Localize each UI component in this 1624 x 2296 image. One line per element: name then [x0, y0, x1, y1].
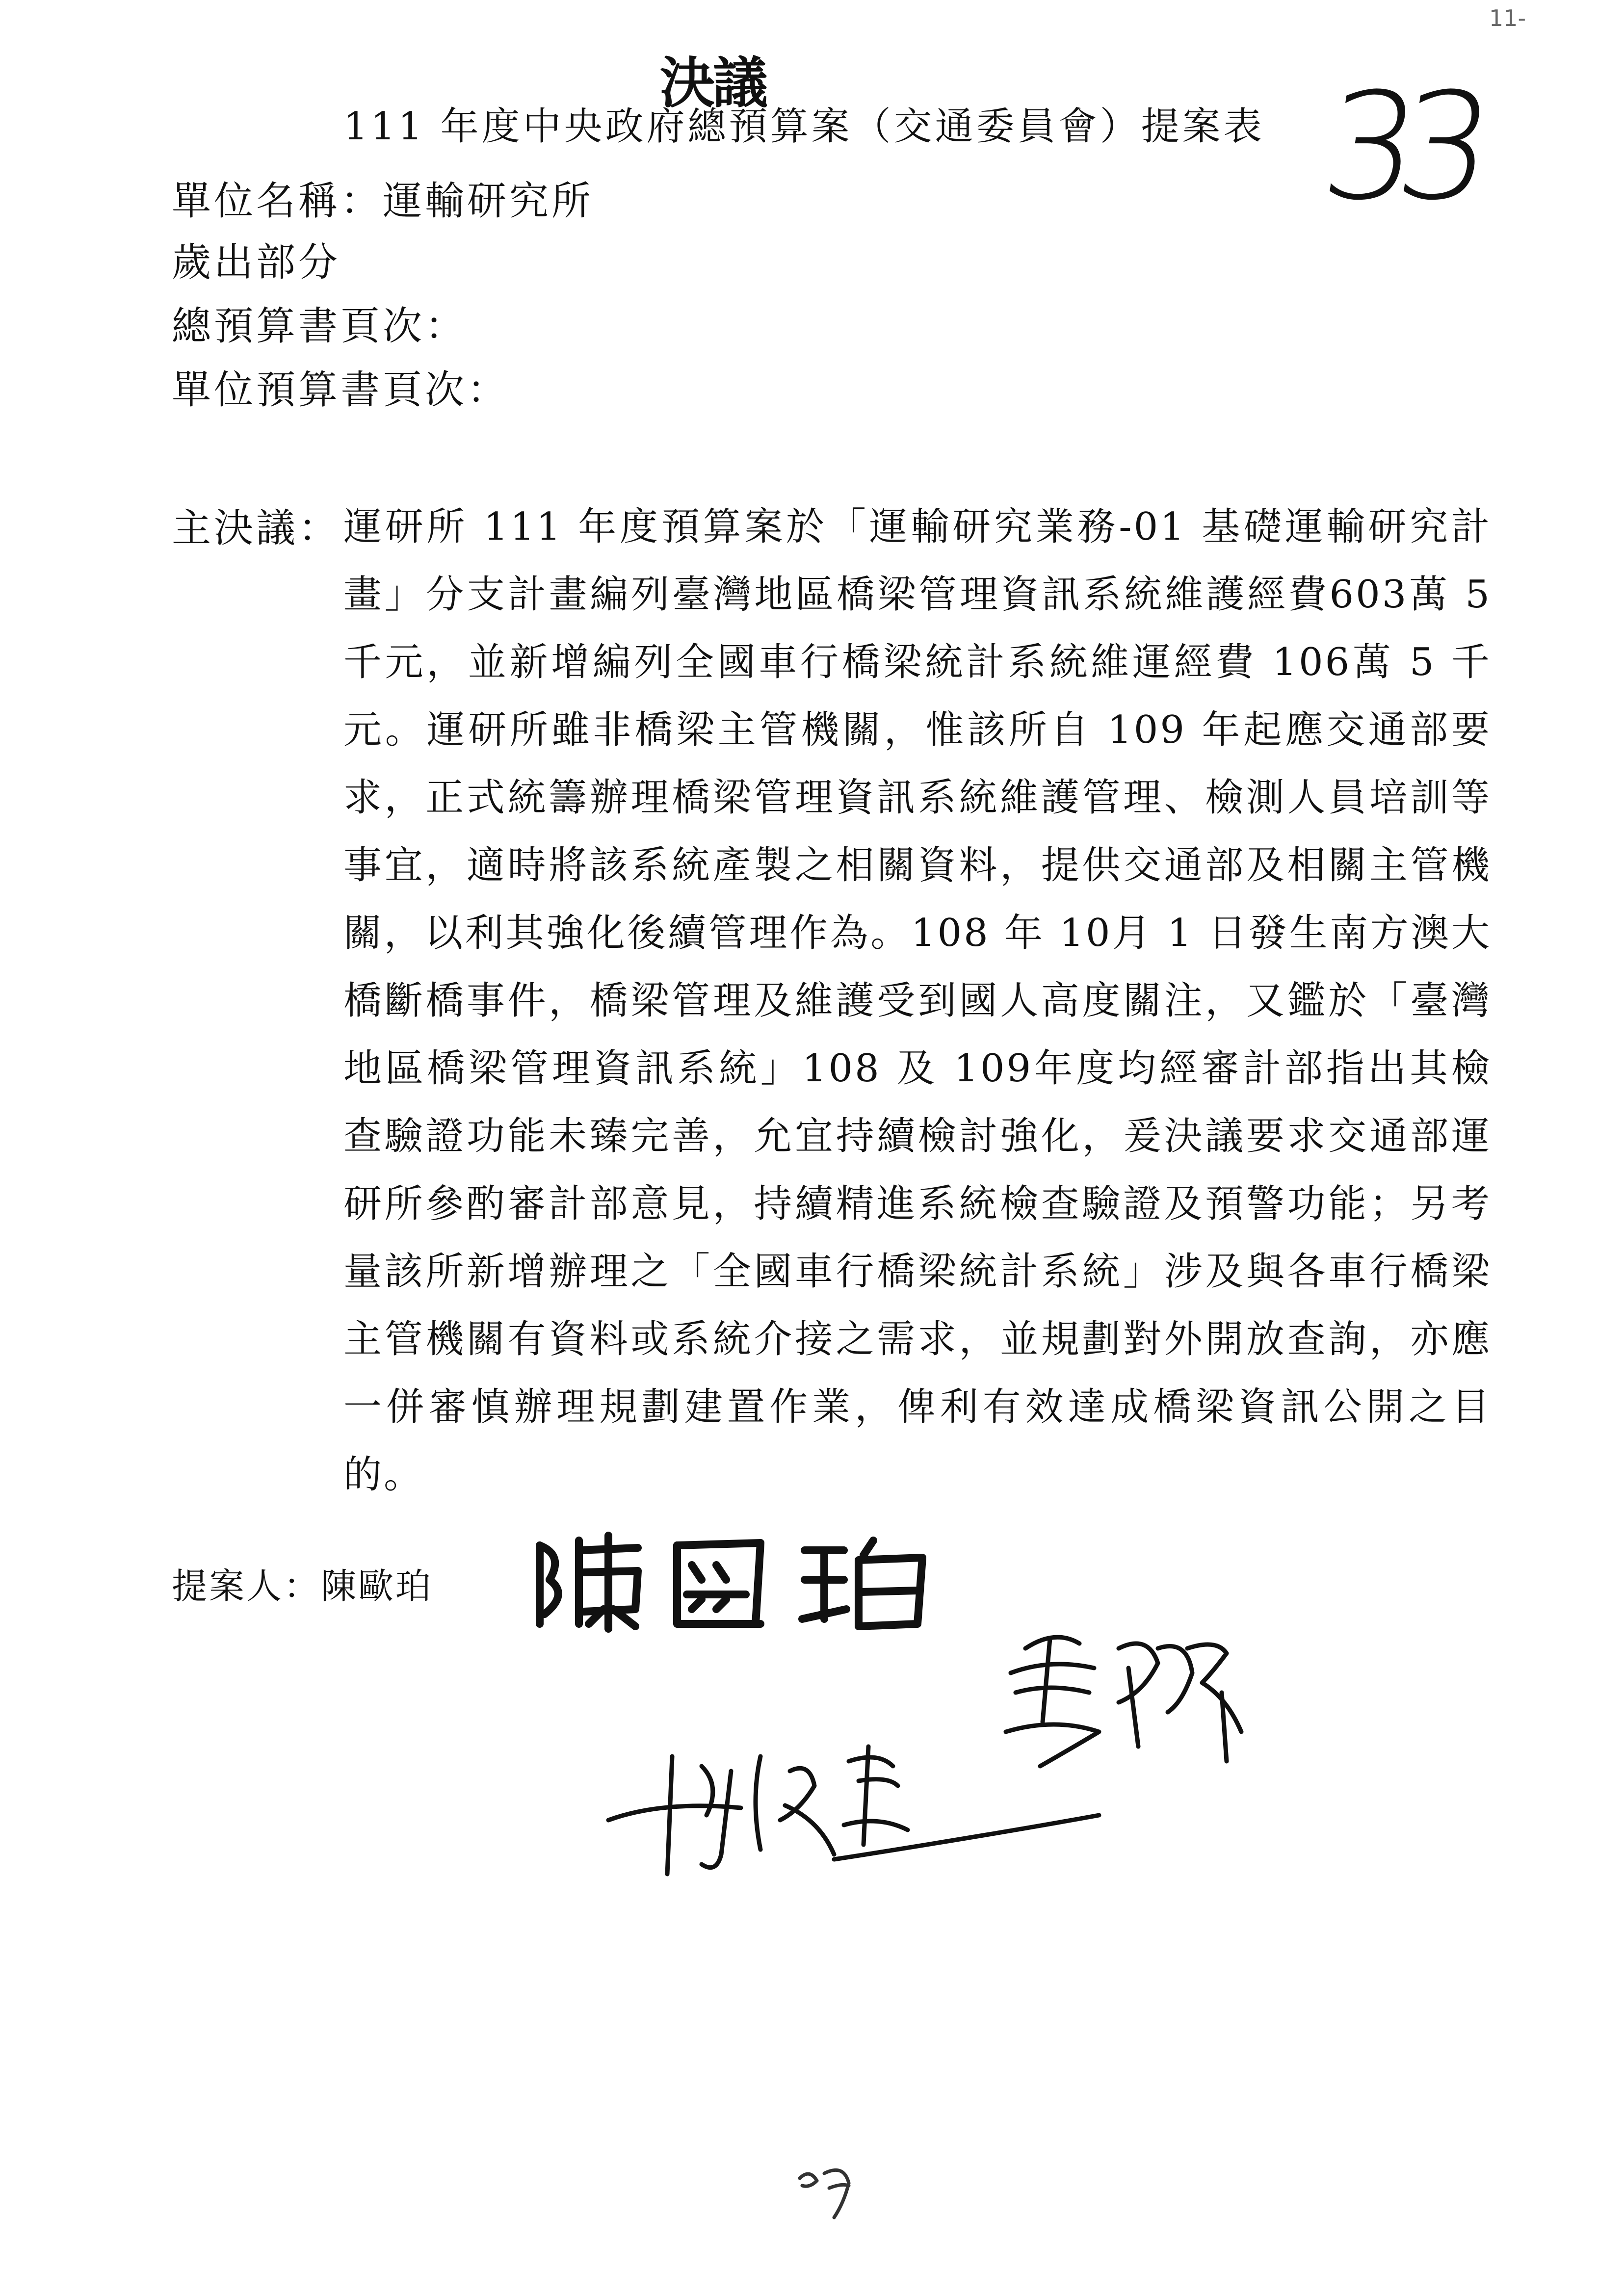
- initial-mark: [795, 2159, 864, 2222]
- page-title: 111 年度中央政府總預算案（交通委員會）提案表: [343, 104, 1265, 149]
- handwritten-page-number: 33: [1312, 61, 1485, 233]
- resolution-label: 主決議：: [172, 505, 341, 551]
- field-unit-name: 單位名稱：運輸研究所: [172, 178, 594, 224]
- signature-low: [603, 1727, 1104, 1889]
- proposer-line: 提案人：陳歐珀: [172, 1565, 433, 1607]
- resolution-body: 運研所 111 年度預算案於「運輸研究業務-01 基礎運輸研究計畫」分支計畫編列臺灣地區橋梁管理資訊系統維護經費603萬 5 千元，並新增編列全國車行橋梁統計系統維運經費 106萬 5 千元。運研所雖非橋梁主管機關，惟該所自 109 年起應交通部要求，正式統籌辦理橋梁管理資訊系統維護管理、檢測人員培訓等事宜，適時將該系統產製之相關資料，提供交通部及相關主管機關，以利其強化後續管理作為。108 年 10月 1 日發生南方澳大橋斷橋事件，橋梁管理及維護受到國人高度關注，又鑑於「臺灣地區橋梁管理資訊系統」108 及 109年度均經審計部指出其檢查驗證功能未臻完善，允宜持續檢討強化，爰決議要求交通部運研所參酌審計部意見，持續精進系統檢查驗證及預警功能；另考量該所新增辦理之「全國車行橋梁統計系統」涉及與各車行橋梁主管機關有資料或系統介接之需求，並規劃對外開放查詢，亦應一併審慎辦理規劃建置作業，俾利有效達成橋梁資訊公開之目的。: [343, 505, 1492, 1497]
- decision-stamp: 決議: [660, 52, 766, 115]
- corner-mark: 11-: [1489, 5, 1526, 31]
- field-expenditure: 歲出部分: [172, 239, 341, 285]
- field-unit-budget-page: 單位預算書頁次：: [172, 367, 509, 413]
- signature-main: [530, 1526, 932, 1639]
- field-general-budget-page: 總預算書頁次：: [172, 303, 467, 349]
